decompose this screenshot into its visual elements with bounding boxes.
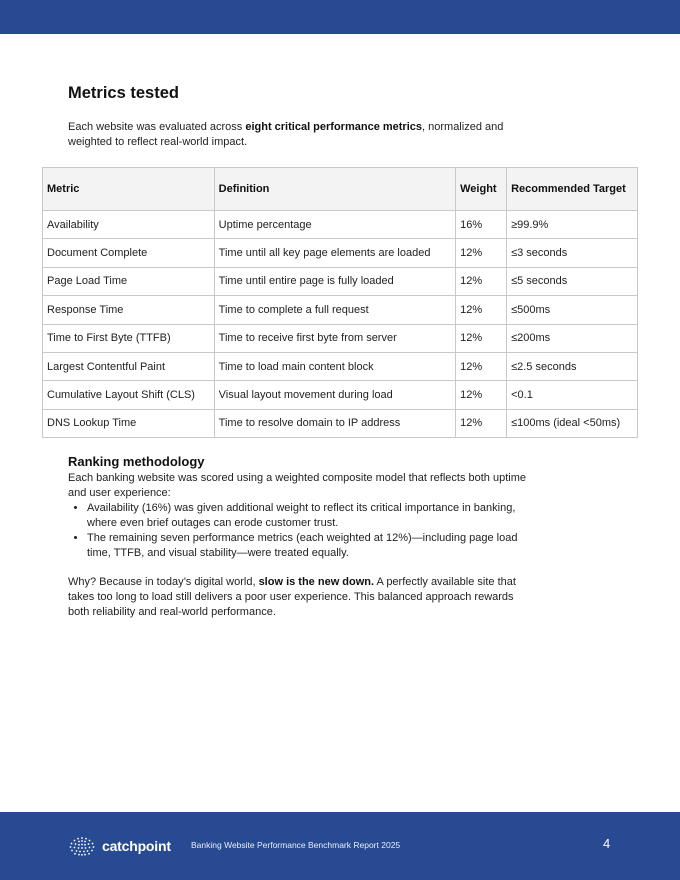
weight-cell: 12% [456, 409, 507, 437]
methodology-title: Ranking methodology [68, 454, 205, 469]
methodology-list [68, 501, 538, 561]
target-cell: ≤100ms (ideal <50ms) [507, 409, 638, 437]
definition-cell: Time until all key page elements are loaded [214, 239, 455, 267]
intro-paragraph: Each website was evaluated across eight critical performance metrics, normalized and weighted to reflect real-world impact. [68, 121, 504, 148]
weight-cell: 12% [456, 352, 507, 380]
metric-cell: Response Time [43, 296, 215, 324]
target-cell: <0.1 [507, 381, 638, 409]
column-header-weight: Weight [456, 168, 507, 211]
weight-cell: 12% [456, 267, 507, 295]
table-header-row [43, 168, 638, 211]
table-row [43, 211, 638, 239]
table-row [43, 296, 638, 324]
section-title: Metrics tested [68, 84, 179, 102]
target-cell: ≤200ms [507, 324, 638, 352]
list-item: • The remaining seven performance metrics (each weighted at 12%)—including page load time, TTFB, and visual stability—were treated equally. [87, 531, 538, 561]
metric-cell: Availability [43, 211, 215, 239]
weight-cell: 12% [456, 296, 507, 324]
metric-cell: Largest Contentful Paint [43, 352, 215, 380]
metric-cell: Cumulative Layout Shift (CLS) [43, 381, 215, 409]
footer-bar [0, 812, 680, 880]
target-cell: ≤500ms [507, 296, 638, 324]
metric-cell: Page Load Time [43, 267, 215, 295]
definition-cell: Uptime percentage [214, 211, 455, 239]
table-row [43, 409, 638, 437]
column-header-definition: Definition [214, 168, 455, 211]
table-row [43, 381, 638, 409]
why-paragraph: Why? Because in today’s digital world, slow is the new down. A perfectly available site that takes too long to load still delivers a poor user experience. This balanced approach rewards both reliability and real-world performance. [68, 576, 516, 618]
target-cell: ≤3 seconds [507, 239, 638, 267]
table-row [43, 267, 638, 295]
column-header-target: Recommended Target [507, 168, 638, 211]
weight-cell: 16% [456, 211, 507, 239]
table-row [43, 239, 638, 267]
target-cell: ≤2.5 seconds [507, 352, 638, 380]
weight-cell: 12% [456, 239, 507, 267]
table-row [43, 352, 638, 380]
column-header-metric: Metric [43, 168, 215, 211]
report-title: Banking Website Performance Benchmark Report 2025 [191, 840, 401, 850]
definition-cell: Time to receive first byte from server [214, 324, 455, 352]
definition-cell: Time to load main content block [214, 352, 455, 380]
definition-cell: Visual layout movement during load [214, 381, 455, 409]
target-cell: ≤5 seconds [507, 267, 638, 295]
catchpoint-logo [68, 836, 171, 856]
weight-cell: 12% [456, 381, 507, 409]
definition-cell: Time to complete a full request [214, 296, 455, 324]
header-bar [0, 0, 680, 34]
metric-cell: DNS Lookup Time [43, 409, 215, 437]
definition-cell: Time until entire page is fully loaded [214, 267, 455, 295]
metric-cell: Time to First Byte (TTFB) [43, 324, 215, 352]
definition-cell: Time to resolve domain to IP address [214, 409, 455, 437]
weight-cell: 12% [456, 324, 507, 352]
table-row [43, 324, 638, 352]
target-cell: ≥99.9% [507, 211, 638, 239]
catchpoint-globe-icon [68, 836, 96, 856]
metric-cell: Document Complete [43, 239, 215, 267]
metrics-table [42, 167, 638, 438]
methodology-body [68, 471, 538, 561]
page-number: 4 [603, 836, 611, 851]
list-item: • Availability (16%) was given additional weight to reflect its critical importance in banking, where even brief outages can erode customer trust. [87, 501, 538, 531]
logo-wordmark: catchpoint [102, 838, 171, 854]
methodology-intro: Each banking website was scored using a weighted composite model that reflects both uptime and user experience: [68, 472, 526, 499]
